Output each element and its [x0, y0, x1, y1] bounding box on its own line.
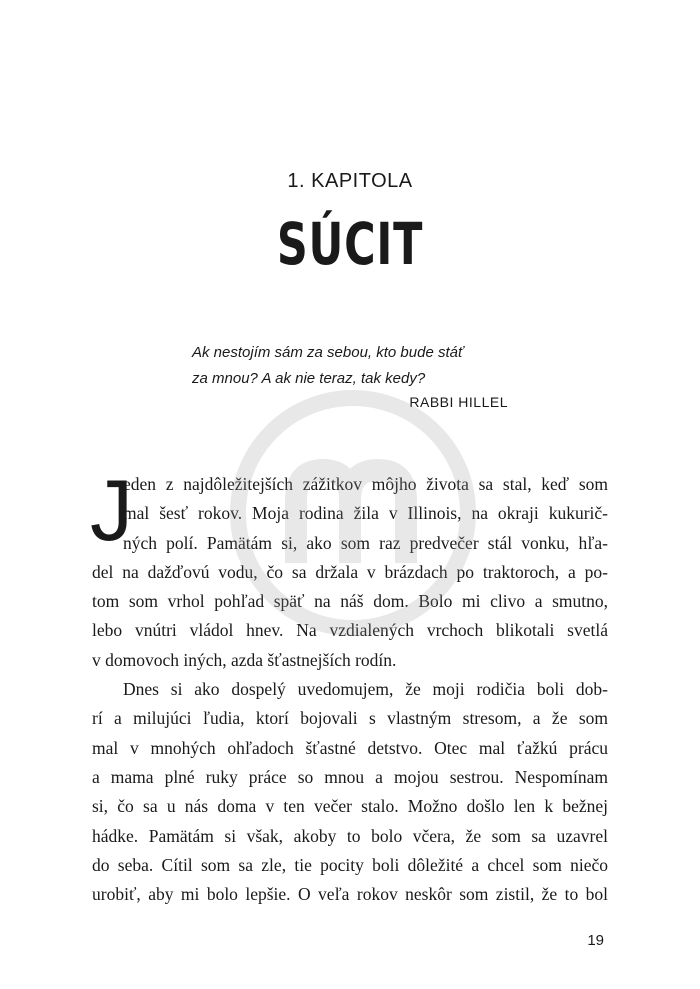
- text-line: a mama plné ruky práce so mnou a mojou sestrou. Nespomínam: [92, 766, 608, 787]
- text-line: hádke. Pamätám si však, akoby to bolo včera, že som sa uzavrel: [92, 825, 608, 846]
- text-line: si, čo sa u nás doma v ten večer stalo. Možno došlo len k bežnej: [92, 796, 608, 817]
- chapter-title: SÚCIT: [276, 210, 424, 278]
- m-logo-watermark-icon: [228, 388, 478, 638]
- text-line: mal šesť rokov. Moja rodina žila v Illinois, na okraji kukurič-: [123, 503, 608, 524]
- drop-cap: J: [90, 463, 133, 559]
- text-line: Dnes si ako dospelý uvedomujem, že moji rodičia boli dob-: [123, 679, 608, 700]
- text-line: eden z najdôležitejších zážitkov môjho života sa stal, keď som: [123, 474, 608, 494]
- page-number: 19: [587, 932, 604, 949]
- epigraph: [192, 340, 512, 392]
- paragraph-2: [92, 675, 608, 909]
- epigraph-author: RABBI HILLEL: [409, 394, 508, 410]
- text-line: lebo vnútri vládol hnev. Na vzdialených vrchoch blikotali svetlá: [92, 620, 608, 641]
- text-line: v domovoch iných, azda šťastnejších rodín.: [92, 649, 397, 670]
- chapter-label: 1. KAPITOLA: [287, 170, 413, 192]
- text-line: del na dažďovú vodu, čo sa držala v brázdach po traktoroch, a po-: [92, 561, 608, 582]
- epigraph-line: za mnou? A ak nie teraz, tak kedy?: [192, 370, 426, 387]
- text-line: ných polí. Pamätám si, ako som raz predvečer stál vonku, hľa-: [123, 532, 608, 553]
- text-line: rí a milujúci ľudia, ktorí bojovali s vlastným stresom, a že som: [92, 708, 608, 729]
- text-line: do seba. Cítil som sa zle, tie pocity boli dôležité a chcel som niečo: [92, 854, 608, 875]
- text-line: urobiť, aby mi bolo lepšie. O veľa rokov neskôr som zistil, že to bol: [92, 884, 608, 905]
- text-line: mal v mnohých ohľadoch šťastné detstvo. Otec mal ťažkú prácu: [92, 737, 608, 758]
- epigraph-line: Ak nestojím sám za sebou, kto bude stáť: [192, 344, 464, 361]
- text-line: tom som vrhol pohľad späť na náš dom. Bolo mi clivo a smutno,: [92, 591, 608, 612]
